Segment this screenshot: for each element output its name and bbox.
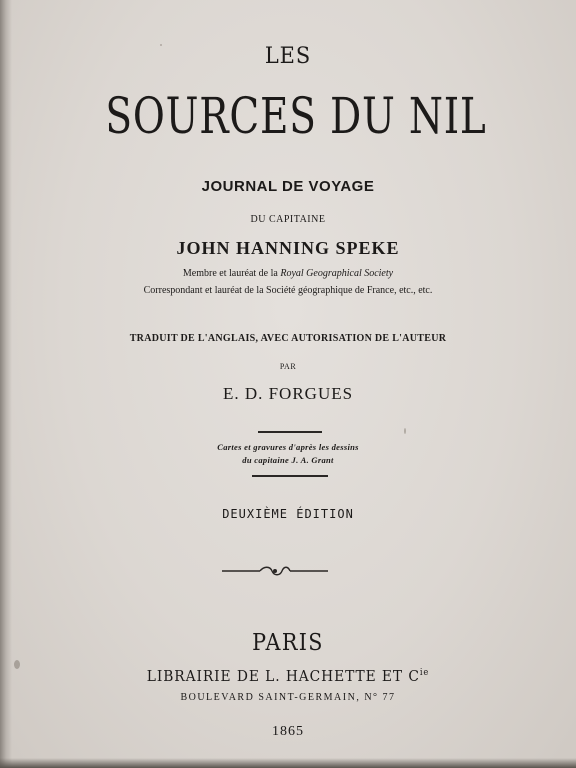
author-name: JOHN HANNING SPEKE <box>176 238 400 258</box>
publisher-name <box>23 667 553 685</box>
publisher-superscript: ie <box>419 668 430 678</box>
translator-name: E. D. FORGUES <box>222 384 354 403</box>
society-name: Royal Geographical Society <box>280 268 394 279</box>
par-label: PAR <box>279 362 297 371</box>
translation-note: TRADUIT DE L'ANGLAIS, AVEC AUTORISATION DE L'AUTEUR <box>129 333 447 344</box>
illustrations-note-line1: Cartes et gravures d'après les dessins <box>217 442 359 452</box>
book-subtitle: JOURNAL DE VOYAGE <box>201 178 375 195</box>
edition-label: DEUXIÈME ÉDITION <box>222 507 354 521</box>
divider-rule-bottom <box>252 475 328 477</box>
ink-speck <box>404 428 406 434</box>
book-title: SOURCES DU NIL <box>105 87 487 145</box>
publication-city: PARIS <box>252 630 324 656</box>
ornament-divider-icon <box>220 565 330 577</box>
publication-year: 1865 <box>272 724 304 739</box>
page-bottom-edge <box>0 758 576 768</box>
ink-speck <box>160 44 162 46</box>
illustrations-note-line2: du capitaine J. A. Grant <box>242 455 334 465</box>
publisher-address: BOULEVARD SAINT-GERMAIN, N° 77 <box>180 692 396 703</box>
ink-smudge <box>14 660 20 669</box>
author-credential-correspondant: Correspondant et lauréat de la Société géographique de France, etc., etc. <box>143 285 433 296</box>
membre-prefix: Membre et lauréat de la <box>182 268 281 279</box>
du-capitaine-label: DU CAPITAINE <box>250 214 326 225</box>
author-credential-membre <box>0 268 576 279</box>
publisher-text: LIBRAIRIE DE L. HACHETTE ET C <box>146 667 420 685</box>
divider-rule-top <box>258 431 322 433</box>
title-article: LES <box>264 44 312 69</box>
